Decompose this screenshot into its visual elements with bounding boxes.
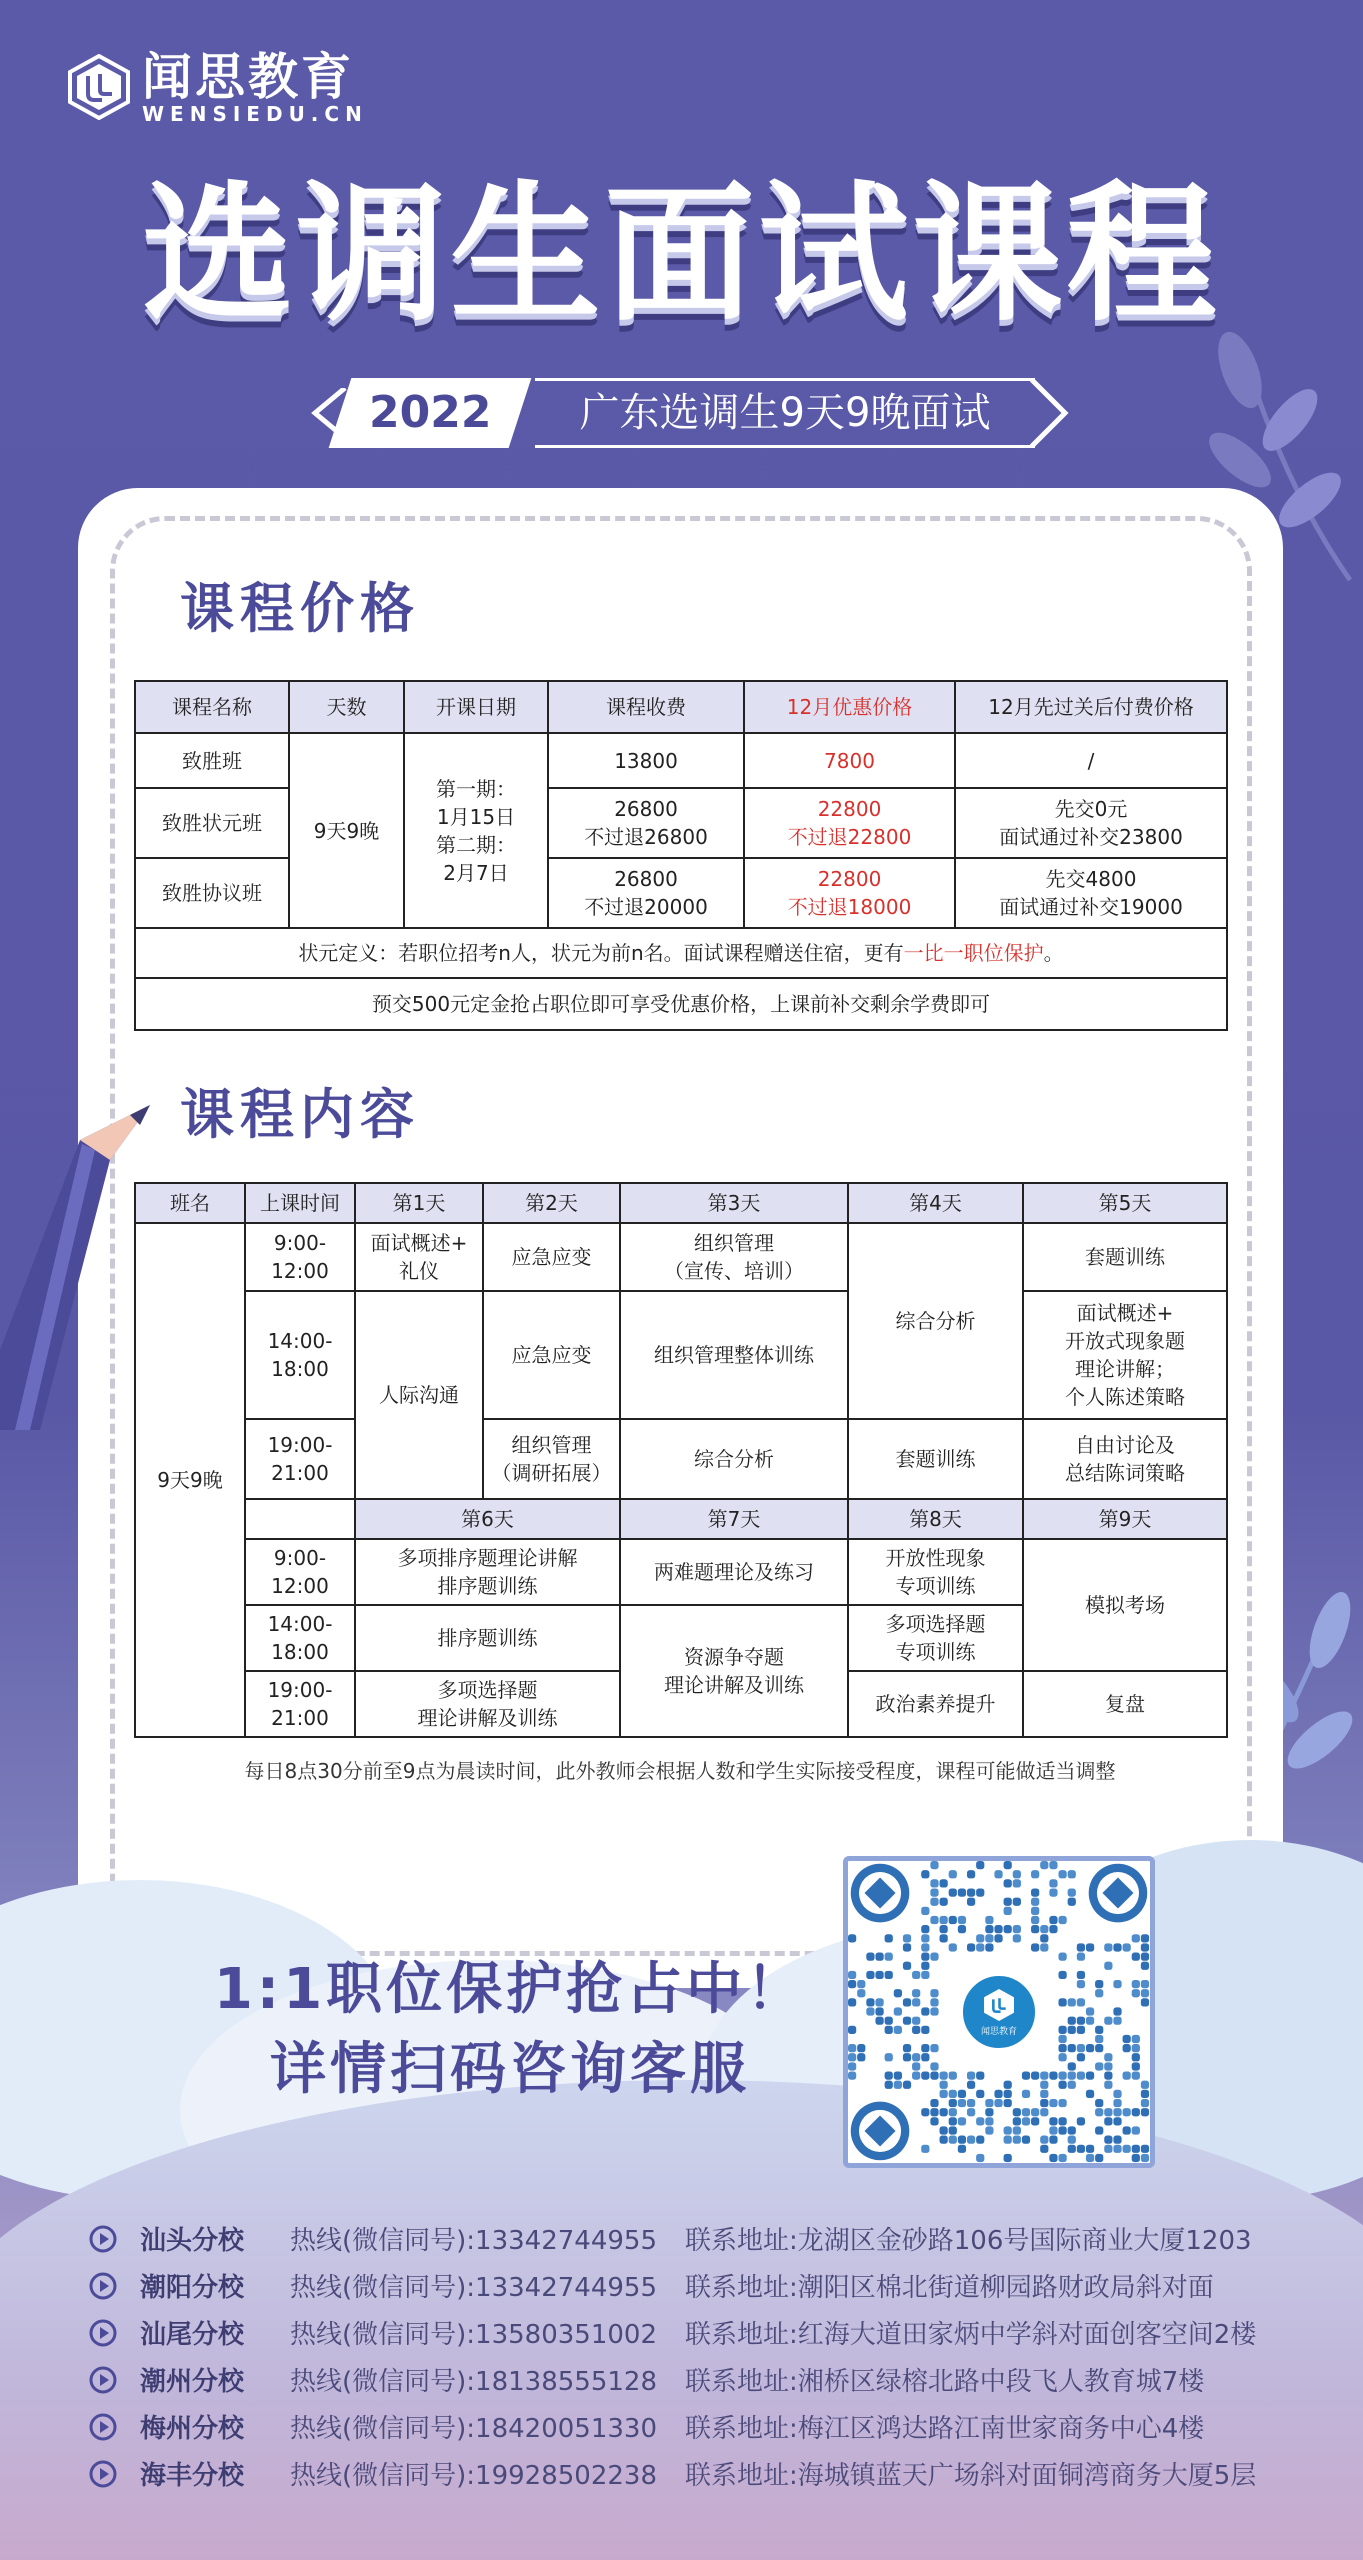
branch-item [88, 2262, 1318, 2309]
time-slot: 9:00-12:00 [245, 1539, 355, 1605]
schedule-cell: 模拟考场 [1023, 1539, 1227, 1671]
branch-name: 汕尾分校 [140, 2320, 245, 2350]
slogan-line: 详情扫码咨询客服 [270, 2037, 750, 2102]
schedule-header-row-2 [135, 1499, 1227, 1539]
schedule-header-cell: 第6天 [355, 1499, 620, 1539]
promo-line: 不过退22800 [787, 825, 912, 849]
branch-address: 联系地址:红海大道田家炳中学斜对面创客空间2楼 [685, 2320, 1257, 2350]
course-fee [548, 788, 744, 858]
promo-price: 7800 [744, 733, 955, 788]
branch-item [88, 2403, 1318, 2450]
price-header-cell: 天数 [289, 681, 404, 733]
champion-definition [135, 928, 1227, 978]
later-line: 先交0元 [1054, 797, 1128, 821]
schedule-cell: 综合分析 [848, 1223, 1023, 1419]
course-fee [548, 858, 744, 928]
schedule-header-row [135, 1183, 1227, 1223]
fee-line: 不过退20000 [584, 895, 708, 919]
branch-phone: 热线(微信同号):19928502238 [290, 2461, 658, 2491]
branch-phone: 热线(微信同号):18138555128 [290, 2367, 658, 2397]
promo-line: 不过退18000 [787, 895, 912, 919]
price-table [134, 680, 1228, 1031]
cell-line: 组织管理 [511, 1433, 592, 1457]
cell-line: 资源争夺题 [684, 1645, 784, 1669]
later-line: 面试通过补交19000 [999, 895, 1183, 919]
play-circle-icon [88, 2271, 118, 2301]
branch-name: 汕头分校 [140, 2226, 245, 2256]
cell-line: 排序题训练 [437, 1574, 538, 1598]
schedule-header-cell: 第4天 [848, 1183, 1023, 1223]
cell-line: 面试概述+ [1076, 1301, 1174, 1325]
schedule-note: 每日8点30分前至9点为晨读时间，此外教师会根据人数和学生实际接受程度，课程可能做适当调整 [244, 1759, 1116, 1783]
cell-line: 礼仪 [399, 1259, 439, 1283]
content-section-title [180, 1072, 420, 1149]
schedule-header-cell: 第2天 [483, 1183, 620, 1223]
time-line: 18:00 [271, 1640, 329, 1664]
price-header-cell: 开课日期 [404, 681, 548, 733]
schedule-header-cell: 第5天 [1023, 1183, 1227, 1223]
qr-code[interactable] [843, 1856, 1155, 2168]
branch-name: 潮阳分校 [140, 2273, 245, 2303]
time-line: 14:00- [267, 1329, 333, 1353]
brand-logo-icon [66, 54, 132, 120]
ribbon-arrow-right-icon [1030, 378, 1070, 448]
schedule-cell [483, 1419, 620, 1499]
schedule-header-cell: 第3天 [620, 1183, 848, 1223]
play-circle-icon [88, 2318, 118, 2348]
schedule-cell: 组织管理整体训练 [620, 1291, 848, 1419]
pay-later-price: / [955, 733, 1227, 788]
schedule-cell: 排序题训练 [355, 1605, 620, 1671]
branch-phone: 热线(微信同号):13342744955 [290, 2273, 658, 2303]
price-header-cell: 课程名称 [135, 681, 289, 733]
page-title: 选调生面试课程 [142, 168, 1221, 342]
course-name: 致胜状元班 [135, 788, 289, 858]
schedule-row [135, 1223, 1227, 1291]
schedule-row [135, 1291, 1227, 1419]
price-header-cell: 课程收费 [548, 681, 744, 733]
date-line: 第一期： [436, 776, 516, 801]
schedule-cell [620, 1605, 848, 1737]
play-circle-icon [88, 2365, 118, 2395]
ribbon-arrow-left-icon [310, 388, 350, 438]
promo-price [744, 858, 955, 928]
date-line: 1月15日 [436, 804, 516, 829]
time-slot [245, 1605, 355, 1671]
cell-line: 自由讨论及 [1075, 1433, 1175, 1457]
course-days: 9天9晚 [289, 733, 404, 928]
schedule-cell: 两难题理论及练习 [620, 1539, 848, 1605]
brand [66, 48, 368, 126]
branch-name: 潮州分校 [140, 2367, 245, 2397]
time-slot: 9:00-12:00 [245, 1223, 355, 1291]
schedule-header-cell: 第1天 [355, 1183, 483, 1223]
definition-highlight: 一比一职位保护 [903, 941, 1044, 965]
cell-line: 多项排序题理论讲解 [397, 1546, 578, 1570]
branch-item [88, 2356, 1318, 2403]
price-section-title [180, 566, 420, 643]
subtitle-ribbon [330, 378, 1060, 448]
schedule-cell: 复盘 [1023, 1671, 1227, 1737]
cell-line: 专项训练 [895, 1574, 976, 1598]
schedule-cell: 应急应变 [483, 1291, 620, 1419]
cell-line: 总结陈词策略 [1065, 1461, 1185, 1485]
schedule-header-cell: 第9天 [1023, 1499, 1227, 1539]
branch-list [88, 2215, 1318, 2497]
pay-later-price [955, 858, 1227, 928]
course-name: 致胜班 [135, 733, 289, 788]
later-line: 面试通过补交23800 [999, 825, 1183, 849]
schedule-cell [1023, 1291, 1227, 1419]
cell-line: 专项训练 [895, 1640, 976, 1664]
slogan [160, 1950, 860, 2110]
schedule-header-cell: 第7天 [620, 1499, 848, 1539]
schedule-cell: 套题训练 [848, 1419, 1023, 1499]
fee-line: 26800 [614, 867, 678, 891]
branch-address: 联系地址:海城镇蓝天广场斜对面铜湾商务大厦5层 [685, 2461, 1257, 2491]
promo-line: 22800 [817, 867, 882, 891]
schedule-header-cell: 上课时间 [245, 1183, 355, 1223]
date-line: 第二期： [436, 832, 516, 857]
schedule-header-cell: 班名 [135, 1183, 245, 1223]
cell-line: 多项选择题 [437, 1678, 538, 1702]
branch-phone: 热线(微信同号):13342744955 [290, 2226, 658, 2256]
branch-address: 联系地址:梅江区鸿达路江南世家商务中心4楼 [685, 2414, 1205, 2444]
play-circle-icon [88, 2459, 118, 2489]
deposit-note: 预交500元定金抢占职位即可享受优惠价格，上课前补交剩余学费即可 [135, 978, 1227, 1030]
time-slot [245, 1419, 355, 1499]
branch-phone: 热线(微信同号):13580351002 [290, 2320, 658, 2350]
schedule-cell [1023, 1419, 1227, 1499]
time-line: 19:00- [267, 1678, 333, 1702]
promo-line: 22800 [817, 797, 882, 821]
play-circle-icon [88, 2412, 118, 2442]
schedule-cell: 人际沟通 [355, 1291, 483, 1499]
time-line: 21:00 [271, 1706, 329, 1730]
schedule-cell [848, 1539, 1023, 1605]
year-text: 2022 [368, 387, 492, 438]
subtitle-text: 广东选调生9天9晚面试 [535, 378, 1035, 448]
course-name: 致胜协议班 [135, 858, 289, 928]
time-slot [245, 1291, 355, 1419]
schedule-row [135, 1419, 1227, 1499]
schedule-cell: 政治素养提升 [848, 1671, 1023, 1737]
time-line: 21:00 [271, 1461, 329, 1485]
schedule-cell: 套题训练 [1023, 1223, 1227, 1291]
course-fee: 13800 [548, 733, 744, 788]
schedule-row [135, 1539, 1227, 1605]
cell-line: 开放性现象 [885, 1546, 986, 1570]
pay-later-price [955, 788, 1227, 858]
slogan-line: 1:1职位保护抢占中！ [213, 1957, 807, 2022]
cell-line: （宣传、培训） [664, 1259, 804, 1283]
cell-line: 理论讲解； [1075, 1357, 1175, 1381]
schedule-table [134, 1182, 1228, 1738]
qr-badge-text: 闻思教育 [980, 2026, 1017, 2037]
branch-address: 联系地址:湘桥区绿榕北路中段飞人教育城7楼 [685, 2367, 1205, 2397]
blank-cell [245, 1499, 355, 1539]
branch-address: 联系地址:潮阳区棉北街道柳园路财政局斜对面 [685, 2273, 1214, 2303]
qr-center-badge [959, 1972, 1039, 2052]
branch-name: 梅州分校 [140, 2414, 245, 2444]
cell-line: 面试概述+ [370, 1231, 468, 1255]
branch-phone: 热线(微信同号):18420051330 [290, 2414, 658, 2444]
definition-suffix: 。 [1043, 941, 1064, 965]
deposit-row [135, 978, 1227, 1030]
cell-line: 开放式现象题 [1065, 1329, 1185, 1353]
year-badge [329, 378, 532, 448]
cell-line: 个人陈述策略 [1065, 1385, 1185, 1409]
brand-name: 闻思教育 [142, 48, 354, 106]
price-header-cell: 12月优惠价格 [744, 681, 955, 733]
branch-item [88, 2309, 1318, 2356]
date-line: 2月7日 [443, 860, 509, 885]
time-line: 18:00 [271, 1357, 329, 1381]
later-line: 先交4800 [1045, 867, 1137, 891]
price-header-cell: 12月先过关后付费价格 [955, 681, 1227, 733]
schedule-cell: 综合分析 [620, 1419, 848, 1499]
price-header-row [135, 681, 1227, 733]
cell-line: 理论讲解及训练 [417, 1706, 558, 1730]
schedule-cell [355, 1671, 620, 1737]
schedule-cell [355, 1223, 483, 1291]
promo-price [744, 788, 955, 858]
branch-address: 联系地址:龙湖区金砂路106号国际商业大厦1203 [685, 2226, 1252, 2256]
time-slot [245, 1671, 355, 1737]
cell-line: （调研拓展） [491, 1461, 612, 1485]
definition-row [135, 928, 1227, 978]
schedule-cell [355, 1539, 620, 1605]
schedule-cell: 应急应变 [483, 1223, 620, 1291]
content-section-title-text: 课程内容 [180, 1083, 420, 1146]
cell-line: 组织管理 [694, 1231, 774, 1255]
price-row [135, 733, 1227, 788]
branch-item [88, 2450, 1318, 2497]
branch-name: 海丰分校 [140, 2461, 245, 2491]
brand-domain: WENSIEDU.CN [142, 102, 368, 126]
schedule-cell [848, 1605, 1023, 1671]
schedule-header-cell: 第8天 [848, 1499, 1023, 1539]
branch-item [88, 2215, 1318, 2262]
brand-logo-icon [982, 1988, 1016, 2022]
time-line: 19:00- [267, 1433, 333, 1457]
schedule-cell [620, 1223, 848, 1291]
fee-line: 26800 [614, 797, 678, 821]
price-section-title-text: 课程价格 [180, 577, 420, 640]
time-line: 14:00- [267, 1612, 333, 1636]
fee-line: 不过退26800 [584, 825, 708, 849]
definition-text: 状元定义：若职位招考n人，状元为前n名。面试课程赠送住宿，更有 [298, 941, 904, 965]
cell-line: 多项选择题 [885, 1612, 986, 1636]
course-dates [404, 733, 548, 928]
play-circle-icon [88, 2224, 118, 2254]
class-name: 9天9晚 [135, 1223, 245, 1737]
cell-line: 理论讲解及训练 [664, 1673, 804, 1697]
